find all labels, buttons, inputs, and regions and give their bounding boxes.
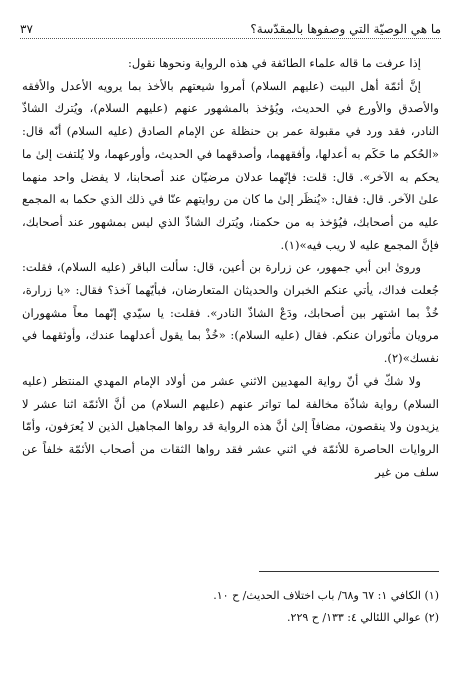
main-text [22,52,439,483]
paragraph: وروىٰ ابن أبي جمهور، عن زرارة بن أعين، قال: سألت الباقر (عليه السلام)، فقلت: جُعلت فداك، يأتي عنكم الخبران والحديثان المتعارضان، فبأيّهما آخذ؟ فقال: «يا زرارة، خُذْ بما اشتهر بين أصحابك، ودَعْ الشاذّ النادر». فقلت: يا سيّدي إنّهما معاً مشهوران مرويان مأثوران عنكم. فقال (عليه السلام): «خُذْ بما يقول أعدلهما عندك، وأوثقهما في نفسك»(٢). [22,260,439,366]
footnote: (١) الكافي ١: ٦٧ و٦٨/ باب اختلاف الحديث/ ح ١٠. [213,589,439,602]
footnote-divider [259,571,439,572]
page-number: ٣٧ [20,22,33,36]
running-header [20,14,441,39]
footnote: (٢) عوالي اللئالي ٤: ١٣٣/ ح ٢٢٩. [287,611,439,624]
paragraph: ولا شكّ في أنّ رواية المهديين الاثني عشر من أولاد الإمام المهدي المنتظر (عليه السلام) رواية شاذّة مخالفة لما تواتر عنهم (عليهم السلام) من أنَّ الأئمّة اثنا عشر لا يزيدون ولا ينقصون، مضافاً إلىٰ أنَّ هذه الرواية قد رواها المجاهيل الذين لا يُعرَفون، وأمّا الروايات الحاصرة للأئمّة في اثني عشر فقد رواها الثقات من أصحاب الأئمّة خلفاً عن سلف من غير [22,373,439,479]
footnotes [22,585,439,629]
paragraph: إذا عرفت ما قاله علماء الطائفة في هذه الرواية ونحوها نقول: [127,56,421,70]
paragraph: إنَّ أئمّة أهل البيت (عليهم السلام) أمروا شيعتهم بالأخذ بما يرويه الأعدل والأفقه والأصدق والأورع في الحديث، ويُؤخذ بالمشهور عنهم (عليهم السلام)، ويُترك الشاذّ النادر، فقد ورد في مقبولة عمر بن حنظلة عن الإمام الصادق (عليه السلام) أنّه قال: «الحُكم ما حَكَم به أعدلها، وأفقههما، وأصدقهما في الحديث، وأورعهما، ولا يُلتفت إلىٰ ما يحكم به الآخر». قال: قلت: فإنّهما عدلان مرضيّان عند أصحابنا، لا يفضل واحد منهما علىٰ الآخر. قال: فقال: «يُنظَر إلىٰ ما كان من روايتهم عنّا في ذلك الذي حكما به المجمع عليه من أصحابك، فيُؤخذ به من حكمنا، ويُترك الشاذّ الذي ليس بمشهور عند أصحابك، فإنَّ المجمع عليه لا ريب فيه»(١). [22,78,439,252]
chapter-title: ما هي الوصيّة التي وصفوها بالمقدّسة؟ [250,22,441,36]
